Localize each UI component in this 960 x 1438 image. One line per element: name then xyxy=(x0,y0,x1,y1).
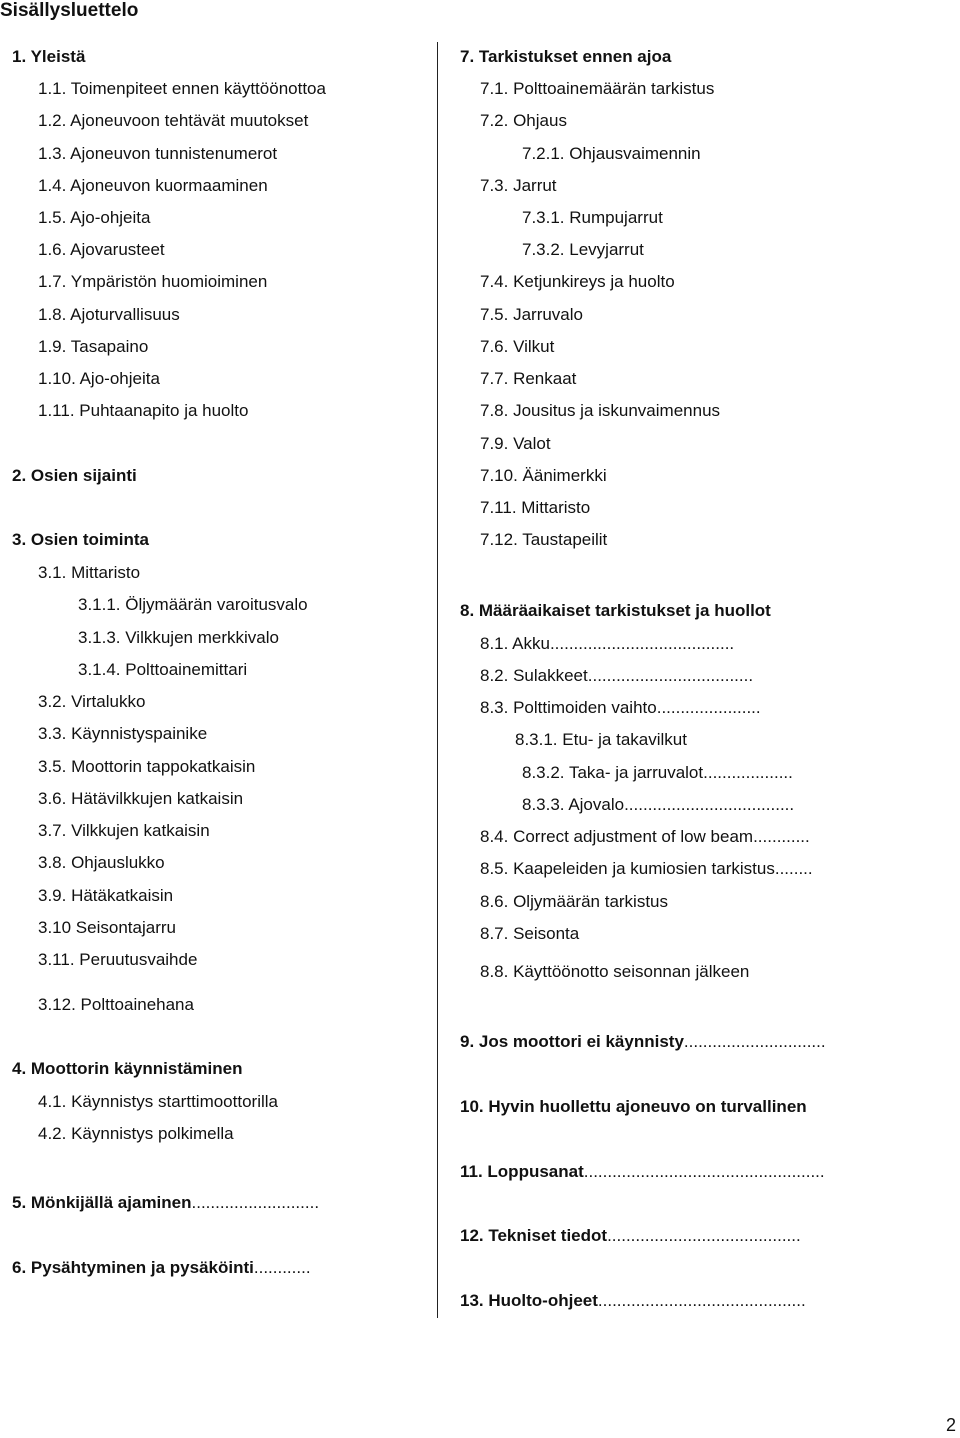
toc-entry-title: 8.5. Kaapeleiden ja kumiosien tarkistus xyxy=(480,859,775,878)
toc-entry-title: 1.8. Ajoturvallisuus xyxy=(38,305,180,324)
toc-entry-leader-dots: ........ xyxy=(774,859,813,878)
toc-entry-title: 1.5. Ajo-ohjeita xyxy=(38,208,151,227)
toc-entry-title: 1.11. Puhtaanapito ja huolto xyxy=(38,401,249,420)
right-toc-entry xyxy=(480,529,607,551)
toc-entry-leader-dots: ................... xyxy=(703,763,793,782)
toc-entry-title: 8.6. Oljymäärän tarkistus xyxy=(480,892,669,911)
left-toc-entry xyxy=(78,627,279,649)
toc-entry-title: 12. Tekniset tiedot xyxy=(460,1226,608,1245)
page-title: Sisällysluettelo xyxy=(0,0,139,21)
toc-entry-title: 7.6. Vilkut xyxy=(480,337,555,356)
left-toc-entry xyxy=(38,336,148,358)
toc-entry-title: 1.10. Ajo-ohjeita xyxy=(38,369,160,388)
toc-entry-leader-dots: ............ xyxy=(753,827,810,846)
toc-entry-leader-dots: .................................... xyxy=(624,795,795,814)
toc-entry-title: 3.2. Virtalukko xyxy=(38,692,146,711)
toc-entry-title: 3.11. Peruutusvaihde xyxy=(38,950,198,969)
right-toc-entry xyxy=(480,961,749,983)
toc-entry-title: 7.10. Äänimerkki xyxy=(480,466,607,485)
left-toc-entry xyxy=(38,820,210,842)
toc-entry-title: 3.1.4. Polttoainemittari xyxy=(78,660,248,679)
toc-entry-title: 8.1. Akku xyxy=(480,634,550,653)
toc-entry-title: 7.2. Ohjaus xyxy=(480,111,567,130)
toc-entry-leader-dots: ................................... xyxy=(587,666,754,685)
toc-entry-title: 1.4. Ajoneuvon kuormaaminen xyxy=(38,176,268,195)
left-toc-entry xyxy=(38,143,277,165)
toc-entry-title: 8.3.3. Ajovalo xyxy=(522,795,625,814)
toc-entry-title: 1. Yleistä xyxy=(12,47,86,66)
right-toc-entry xyxy=(480,433,551,455)
right-toc-entry xyxy=(480,465,607,487)
right-toc-entry xyxy=(460,600,771,622)
right-toc-entry xyxy=(480,336,554,358)
right-toc-entry xyxy=(522,794,794,816)
toc-entry-title: 8.7. Seisonta xyxy=(480,924,580,943)
column-divider xyxy=(437,42,438,1318)
left-toc-entry xyxy=(38,271,267,293)
left-toc-entry xyxy=(38,885,173,907)
toc-entry-title: 7.11. Mittaristo xyxy=(480,498,591,517)
right-toc-entry xyxy=(480,697,761,719)
toc-entry-leader-dots: ............ xyxy=(253,1258,311,1277)
left-toc-entry xyxy=(12,1192,319,1214)
toc-entry-title: 7.3.1. Rumpujarrut xyxy=(522,208,663,227)
toc-entry-title: 3. Osien toiminta xyxy=(12,530,149,549)
left-toc-entry xyxy=(12,46,85,68)
toc-entry-title: 1.3. Ajoneuvon tunnistenumerot xyxy=(38,144,278,163)
toc-entry-title: 11. Loppusanat xyxy=(460,1162,584,1181)
toc-entry-title: 8.3.1. Etu- ja takavilkut xyxy=(515,730,687,749)
left-toc-entry xyxy=(38,239,165,261)
toc-entry-title: 3.7. Vilkkujen katkaisin xyxy=(38,821,210,840)
left-toc-entry xyxy=(38,1123,234,1145)
left-toc-entry xyxy=(38,852,165,874)
toc-entry-title: 7.4. Ketjunkireys ja huolto xyxy=(480,272,675,291)
toc-entry-title: 5. Mönkijällä ajaminen xyxy=(12,1193,192,1212)
toc-entry-title: 7.3. Jarrut xyxy=(480,176,557,195)
left-toc-entry xyxy=(38,1091,278,1113)
right-toc-entry xyxy=(480,858,813,880)
toc-entry-title: 6. Pysähtyminen ja pysäköinti xyxy=(12,1258,254,1277)
toc-entry-title: 1.2. Ajoneuvoon tehtävät muutokset xyxy=(38,111,309,130)
right-toc-entry xyxy=(480,400,720,422)
right-toc-entry xyxy=(480,304,583,326)
left-toc-entry xyxy=(38,949,197,971)
left-toc-entry xyxy=(38,756,255,778)
left-toc-entry xyxy=(38,691,145,713)
left-toc-entry xyxy=(38,78,326,100)
toc-entry-title: 8.2. Sulakkeet xyxy=(480,666,588,685)
left-toc-entry xyxy=(12,465,137,487)
toc-entry-title: 7.3.2. Levyjarrut xyxy=(522,240,644,259)
toc-entry-leader-dots: ........................... xyxy=(191,1193,320,1212)
toc-entry-title: 3.10 Seisontajarru xyxy=(38,918,176,937)
toc-entry-title: 7.7. Renkaat xyxy=(480,369,577,388)
left-toc-entry xyxy=(38,562,140,584)
toc-entry-title: 3.1.3. Vilkkujen merkkivalo xyxy=(78,628,279,647)
toc-entry-title: 3.5. Moottorin tappokatkaisin xyxy=(38,757,256,776)
right-toc-entry xyxy=(522,207,663,229)
right-toc-entry xyxy=(522,239,644,261)
right-toc-entry xyxy=(480,497,590,519)
right-toc-entry xyxy=(460,46,671,68)
toc-entry-title: 2. Osien sijainti xyxy=(12,466,137,485)
toc-entry-title: 8.3. Polttimoiden vaihto xyxy=(480,698,657,717)
page-number: 2 xyxy=(945,1415,956,1435)
toc-entry-title: 7.9. Valot xyxy=(480,434,551,453)
toc-entry-title: 7.8. Jousitus ja iskunvaimennus xyxy=(480,401,721,420)
right-toc-entry xyxy=(480,78,714,100)
left-toc-entry xyxy=(78,594,308,616)
toc-entry-title: 8.8. Käyttöönotto seisonnan jälkeen xyxy=(480,962,750,981)
right-toc-entry xyxy=(460,1161,825,1183)
left-toc-entry xyxy=(38,400,248,422)
toc-entry-title: 3.1.1. Öljymäärän varoitusvalo xyxy=(78,595,308,614)
left-toc-entry xyxy=(78,659,247,681)
right-toc-entry xyxy=(480,110,567,132)
toc-entry-title: 1.6. Ajovarusteet xyxy=(38,240,165,259)
toc-entry-title: 1.7. Ympäristön huomioiminen xyxy=(38,272,268,291)
left-toc-entry xyxy=(38,917,176,939)
toc-entry-title: 13. Huolto-ohjeet xyxy=(460,1291,598,1310)
left-toc-entry xyxy=(38,723,207,745)
left-toc-entry xyxy=(12,1058,242,1080)
toc-entry-title: 1.9. Tasapaino xyxy=(38,337,149,356)
left-toc-entry xyxy=(12,1257,311,1279)
left-toc-entry xyxy=(38,788,243,810)
right-toc-entry xyxy=(480,633,734,655)
right-toc-entry xyxy=(460,1031,826,1053)
toc-entry-title: 3.3. Käynnistyspainike xyxy=(38,724,208,743)
left-toc-entry xyxy=(38,175,268,197)
toc-entry-title: 8. Määräaikaiset tarkistukset ja huollot xyxy=(460,601,771,620)
toc-entry-title: 4.2. Käynnistys polkimella xyxy=(38,1124,234,1143)
toc-entry-title: 4. Moottorin käynnistäminen xyxy=(12,1059,243,1078)
left-toc-entry xyxy=(38,110,308,132)
toc-entry-leader-dots: ................................................... xyxy=(583,1162,825,1181)
right-toc-entry xyxy=(522,143,701,165)
right-toc-entry xyxy=(480,923,579,945)
left-toc-entry xyxy=(38,304,180,326)
right-toc-entry xyxy=(460,1096,807,1118)
left-toc-entry xyxy=(38,368,160,390)
toc-entry-title: 1.1. Toimenpiteet ennen käyttöönottoa xyxy=(38,79,326,98)
toc-entry-title: 7.5. Jarruvalo xyxy=(480,305,583,324)
left-toc-entry xyxy=(38,994,194,1016)
right-toc-entry xyxy=(480,665,753,687)
toc-entry-title: 7.2.1. Ohjausvaimennin xyxy=(522,144,701,163)
toc-entry-title: 9. Jos moottori ei käynnisty xyxy=(460,1032,684,1051)
right-toc-entry xyxy=(480,175,557,197)
left-toc-entry xyxy=(12,529,149,551)
toc-entry-title: 4.1. Käynnistys starttimoottorilla xyxy=(38,1092,278,1111)
toc-entry-title: 7.1. Polttoainemäärän tarkistus xyxy=(480,79,715,98)
toc-entry-title: 3.6. Hätävilkkujen katkaisin xyxy=(38,789,244,808)
toc-entry-title: 8.3.2. Taka- ja jarruvalot xyxy=(522,763,704,782)
right-toc-entry xyxy=(515,729,687,751)
right-toc-entry xyxy=(460,1290,806,1312)
toc-entry-leader-dots: ......................................... xyxy=(607,1226,801,1245)
toc-entry-title: 3.12. Polttoainehana xyxy=(38,995,194,1014)
toc-entry-title: 7. Tarkistukset ennen ajoa xyxy=(460,47,672,66)
right-toc-entry xyxy=(480,891,668,913)
left-toc-entry xyxy=(38,207,150,229)
toc-entry-leader-dots: ............................................ xyxy=(597,1291,806,1310)
toc-entry-title: 7.12. Taustapeilit xyxy=(480,530,608,549)
right-toc-entry xyxy=(480,271,675,293)
right-toc-entry xyxy=(522,762,793,784)
toc-entry-leader-dots: ....................................... xyxy=(549,634,735,653)
toc-entry-title: 3.1. Mittaristo xyxy=(38,563,141,582)
toc-entry-title: 3.9. Hätäkatkaisin xyxy=(38,886,174,905)
right-toc-entry xyxy=(480,368,576,390)
right-toc-entry xyxy=(480,826,810,848)
toc-entry-title: 8.4. Correct adjustment of low beam xyxy=(480,827,754,846)
right-toc-entry xyxy=(460,1225,801,1247)
toc-entry-title: 10. Hyvin huollettu ajoneuvo on turvallinen xyxy=(460,1097,807,1116)
toc-entry-leader-dots: .............................. xyxy=(683,1032,826,1051)
toc-entry-title: 3.8. Ohjauslukko xyxy=(38,853,165,872)
toc-entry-leader-dots: ...................... xyxy=(656,698,761,717)
